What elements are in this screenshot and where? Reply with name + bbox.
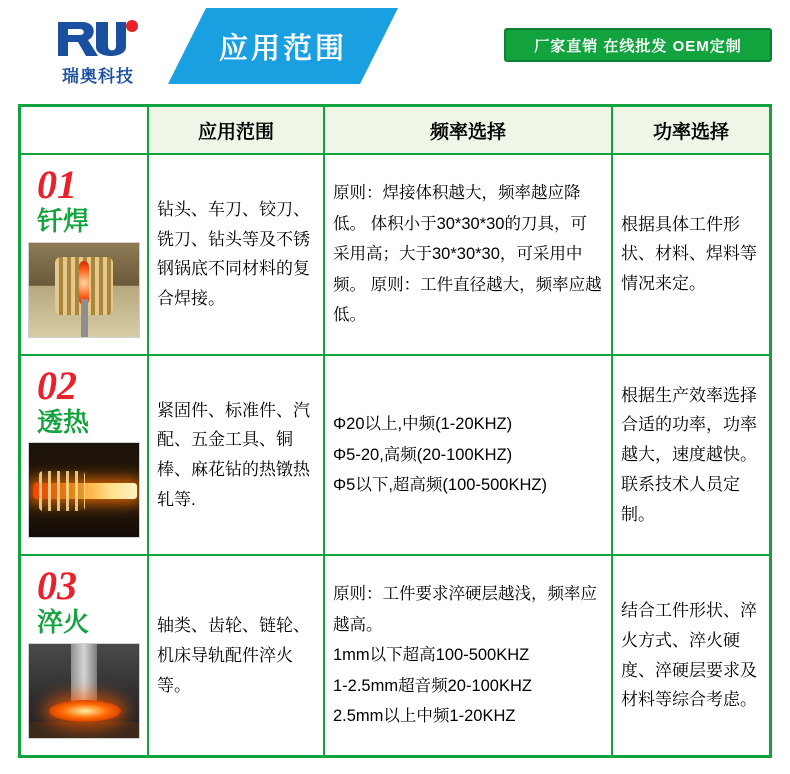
frequency-line-3-1: 1mm以下超高100-500KHZ xyxy=(333,646,530,665)
index-cell-1 xyxy=(21,155,149,354)
ruiao-logo-icon xyxy=(52,16,144,60)
application-table xyxy=(18,104,772,758)
frequency-line-2-1: Φ20以上,中频(1-20KHZ) xyxy=(333,415,513,434)
power-text-3: 结合工件形状、淬火方式、淬火硬度、淬硬层要求及材料等综合考虑。 xyxy=(621,601,757,710)
power-cell-3 xyxy=(613,556,769,755)
promo-badge: 厂家直销 在线批发 OEM定制 xyxy=(504,28,772,62)
banner xyxy=(168,8,398,84)
frequency-intro-3: 原则：工件要求淬硬层越浅，频率应越高。 xyxy=(333,585,597,634)
row-label-2: 透热 xyxy=(37,406,90,437)
scope-text-1: 钻头、车刀、铰刀、铣刀、钻头等及不锈钢锅底不同材料的复合焊接。 xyxy=(157,199,310,309)
row-number-1: 01 xyxy=(37,162,77,207)
heating-photo xyxy=(28,442,140,538)
brazing-photo xyxy=(28,242,140,338)
row-label-3: 淬火 xyxy=(37,607,90,638)
header-cell-scope: 应用范围 xyxy=(149,107,325,153)
scope-cell-2 xyxy=(149,356,325,555)
frequency-cell-2 xyxy=(325,356,613,555)
banner-title: 应用范围 xyxy=(218,32,347,65)
power-text-2: 根据生产效率选择合适的功率，功率越大，速度越快。联系技术人员定制。 xyxy=(621,385,757,524)
header-cell-frequency: 频率选择 xyxy=(325,107,613,153)
frequency-line-2-3: Φ5以下,超高频(100-500KHZ) xyxy=(333,476,547,495)
company-logo xyxy=(38,16,158,88)
table-header-row xyxy=(21,107,769,155)
company-name: 瑞奥科技 xyxy=(62,67,134,86)
header-cell-index xyxy=(21,107,149,153)
power-cell-2 xyxy=(613,356,769,555)
power-cell-1 xyxy=(613,155,769,354)
power-text-1: 根据具体工件形状、材料、焊料等情况来定。 xyxy=(621,214,757,294)
frequency-text-1: 原则：焊接体积越大，频率越应降低。 体积小于30*30*30的刀具，可采用高；大于30*30*30，可采用中频。 原则：工件直径越大，频率应越低。 xyxy=(333,184,602,325)
header-cell-power: 功率选择 xyxy=(613,107,769,153)
index-cell-2 xyxy=(21,356,149,555)
table-row xyxy=(21,556,769,755)
quenching-photo xyxy=(28,643,140,739)
row-number-3: 03 xyxy=(37,563,77,609)
table-row xyxy=(21,155,769,356)
scope-cell-3 xyxy=(149,556,325,755)
row-label-1: 钎焊 xyxy=(37,206,90,236)
frequency-line-3-2: 1-2.5mm超音频20-100KHZ xyxy=(333,676,532,695)
scope-cell-1 xyxy=(149,155,325,354)
frequency-cell-3 xyxy=(325,556,613,755)
frequency-line-3-3: 2.5mm以上中频1-20KHZ xyxy=(333,707,516,726)
scope-text-3: 轴类、齿轮、链轮、机床导轨配件淬火等。 xyxy=(157,616,310,695)
frequency-line-2-2: Φ5-20,高频(20-100KHZ) xyxy=(333,445,513,464)
index-cell-3 xyxy=(21,556,149,755)
row-number-2: 02 xyxy=(37,362,77,408)
table-row xyxy=(21,356,769,557)
page-header xyxy=(0,0,790,92)
frequency-cell-1 xyxy=(325,155,613,354)
scope-text-2: 紧固件、标准件、汽配、五金工具、铜棒、麻花钻的热镦热轧等. xyxy=(157,400,310,509)
